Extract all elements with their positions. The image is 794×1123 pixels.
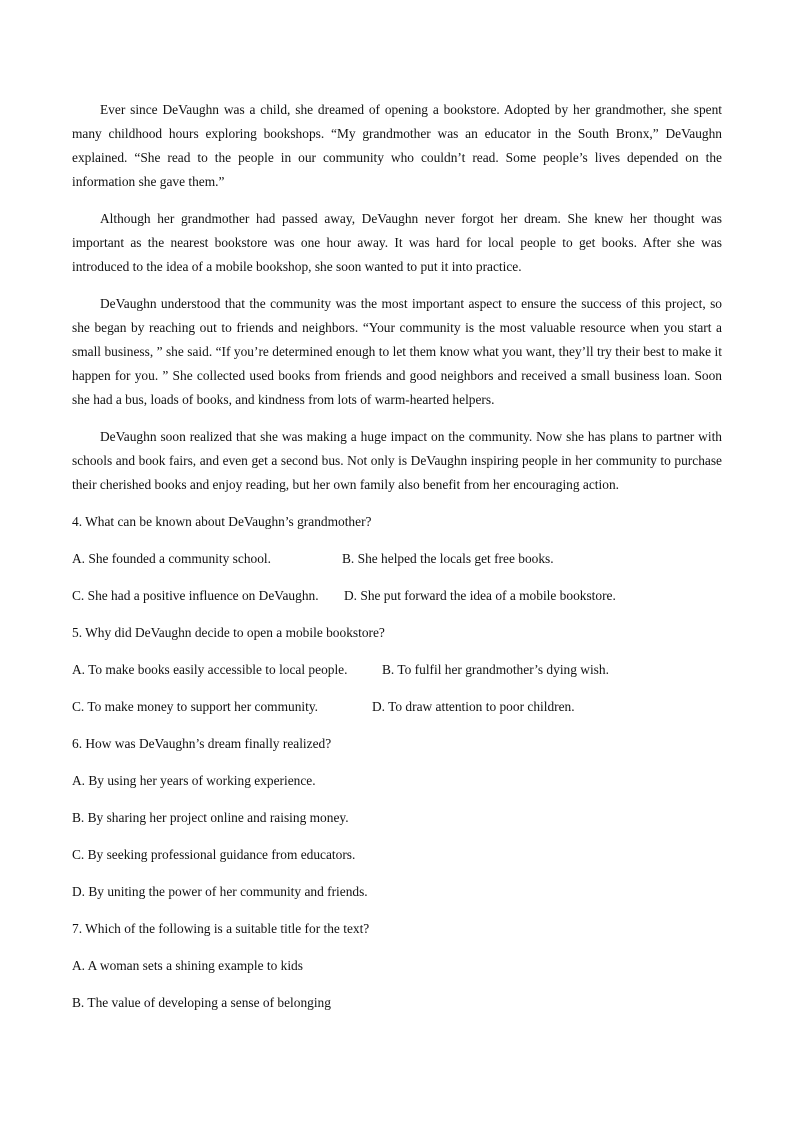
question-5: [72, 621, 722, 719]
option-row: [72, 695, 722, 719]
option-c: C. She had a positive influence on DeVaughn.: [72, 588, 319, 603]
question-6: [72, 732, 722, 904]
option-row: [72, 547, 722, 571]
question-stem: 7. Which of the following is a suitable title for the text?: [72, 921, 370, 936]
option-row: [72, 658, 722, 682]
passage-paragraph-4: DeVaughn soon realized that she was making a huge impact on the community. Now she has plans to partner with schools and book fairs, and even get a second bus. Not only is DeVaughn inspiring people in her community to purchase their cherished books and enjoy reading, but her own family also benefit from her encouraging action.: [72, 429, 722, 492]
option-c: C. To make money to support her community.: [72, 699, 319, 714]
question-7: [72, 917, 722, 1015]
option-b: B. She helped the locals get free books.: [342, 551, 554, 566]
option-a: A. She founded a community school.: [72, 551, 271, 566]
question-stem: 4. What can be known about DeVaughn’s grandmother?: [72, 514, 372, 529]
option-a: A. By using her years of working experience.: [72, 773, 316, 788]
option-row: [72, 584, 722, 608]
passage-paragraph-3: DeVaughn understood that the community was the most important aspect to ensure the success of this project, so she began by reaching out to friends and neighbors. “Your community is the most valuable resource when you start a small business, ” she said. “If you’re determined enough to let them know what you want, they’ll try their best to make it happen for you. ” She collected used books from friends and good neighbors and received a small business loan. Soon she had a bus, loads of books, and kindness from lots of warm-hearted helpers.: [72, 296, 722, 407]
option-b: B. To fulfil her grandmother’s dying wish.: [382, 662, 609, 677]
passage-paragraph-2: Although her grandmother had passed away, DeVaughn never forgot her dream. She knew her thought was important as the nearest bookstore was one hour away. It was hard for local people to get books. After she was introduced to the idea of a mobile bookshop, she soon wanted to put it into practice.: [72, 211, 722, 274]
passage-paragraph-1: Ever since DeVaughn was a child, she dreamed of opening a bookstore. Adopted by her grandmother, she spent many childhood hours exploring bookshops. “My grandmother was an educator in the South Bronx,” DeVaughn explained. “She read to the people in our community who couldn’t read. Some people’s lives depended on the information she gave them.”: [72, 102, 722, 189]
option-b: B. By sharing her project online and raising money.: [72, 810, 349, 825]
option-d: D. To draw attention to poor children.: [372, 699, 575, 714]
question-4: [72, 510, 722, 608]
question-stem: 6. How was DeVaughn’s dream finally realized?: [72, 736, 332, 751]
option-d: D. She put forward the idea of a mobile bookstore.: [344, 588, 616, 603]
question-stem: 5. Why did DeVaughn decide to open a mobile bookstore?: [72, 625, 385, 640]
option-a: A. A woman sets a shining example to kids: [72, 958, 303, 973]
option-a: A. To make books easily accessible to local people.: [72, 662, 348, 677]
option-d: D. By uniting the power of her community and friends.: [72, 884, 368, 899]
option-b: B. The value of developing a sense of belonging: [72, 995, 331, 1010]
option-c: C. By seeking professional guidance from educators.: [72, 847, 356, 862]
